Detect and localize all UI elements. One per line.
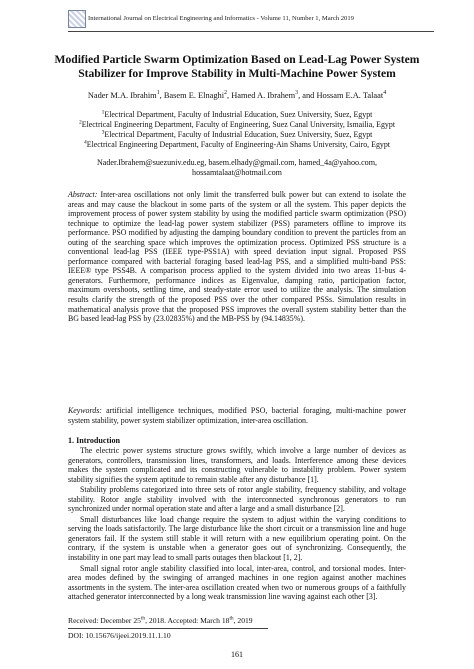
- author-mark: 3: [295, 90, 299, 97]
- section-heading: 1. Introduction: [68, 436, 121, 445]
- affiliation: $^3$Electrical Department, Faculty of Industrial Education, Suez University, Suez, Egypt: [101, 129, 373, 139]
- paragraph: Stability problems categorized into three sets of rotor angle stability, frequency stability, and voltage stability. Rotor angle stability involved with the interconnected synchronous generators to run synchronized under normal operation state and after a large and a small disturbance [2].: [68, 485, 406, 514]
- page-number: 161: [231, 650, 243, 659]
- author-name: Basem E. Elnaghi: [163, 91, 225, 100]
- author-mark: 2: [224, 90, 228, 97]
- paragraph: Small signal rotor angle stability classified into local, inter-area, control, and torsional modes. Inter-area modes defined by the swinging of arranged machines in one region against another machines assortments in the system. The inter-area oscillation created when two or numerous groups of a faithfully attached generator interconnected by a long weak transmission line waving against each other [3].: [68, 563, 406, 602]
- affiliation: $^2$Electrical Engineering Department, Faculty of Engineering, Suez Canal University, Ismailia, Egypt: [78, 119, 396, 129]
- header-rule: [68, 31, 434, 32]
- abstract: [68, 190, 406, 324]
- author-name: Hamed A. Ibrahem: [231, 91, 296, 100]
- paragraph: Small disturbances like load change require the system to adjust within the varying conditions to serving the loads satisfactorily. The large disturbance like the short circuit or a transmission line and huge generators fail. If the system still stable it will return with a new equilibrium operating point. On the contrary, if the system is unstable when a generator goes out of synchronizing. Consequently, the instability in one part may lead to small parts outages then blackout [1, 2].: [68, 514, 406, 563]
- author-mark: 1: [156, 90, 160, 97]
- title-line: Modified Particle Swarm Optimization Based on Lead-Lag Power System: [54, 53, 420, 66]
- email-line: Nader.Ibrahem@suezuniv.edu.eg, basem.elhady@gmail.com, hamed_4a@yahoo.com,: [96, 158, 378, 167]
- author-name: Hossam E.A. Talaat: [316, 91, 384, 100]
- received-accepted: Received: December 25th, 2018. Accepted: March 18th, 2019: [68, 615, 253, 625]
- title-line: Stabilizer for Improve Stability in Multi-Machine Power System: [78, 67, 396, 80]
- paper-title: [50, 53, 424, 81]
- author-list: Nader M.A. Ibrahim$^1$, Basem E. Elnaghi$^2$, Hamed A. Ibrahem$^3$, and Hossam E.A. Talaat$^4$: [87, 90, 387, 100]
- keywords: [68, 406, 406, 425]
- affiliation: $^4$Electrical Engineering Department, Faculty of Engineering-Ain Shams University, Cairo, Egypt: [84, 139, 390, 149]
- author-name: Nader M.A. Ibrahim: [87, 91, 157, 100]
- keywords-text: artificial intelligence techniques, modified PSO, bacterial foraging, multi-machine power system stability, power system stabilizer optimization, inter-area oscillation.: [68, 406, 406, 425]
- author-mark: 4: [383, 90, 387, 97]
- keywords-label: Keywords:: [68, 406, 102, 415]
- doi: DOI: 10.15676/ijeei.2019.11.1.10: [68, 631, 171, 640]
- paragraph: The electric power systems structure grows swiftly, which involve a large number of devices as generators, controllers, transmission lines, transformers, and loads. Interference among these devices makes the system complicated and its constructing vulnerable to instability problem. Power system stability signifies the system aptitude to remain stable after any disturbance [1].: [68, 446, 406, 484]
- journal-logo-icon: [68, 10, 86, 28]
- journal-header: [68, 10, 434, 30]
- email-line: hossamtalaat@hotmail.com: [192, 168, 282, 177]
- abstract-text: Inter-area oscillations not only limit the transferred bulk power but can extend to isolate the areas and may cause the blackout in some parts of the system or all the system. This paper depicts the improvement process of power system stability by using the modified particle swarm optimization (PSO) technique to optimize the lead-lag power system stabilizer (PSS) parameters offline to improve its performance. PSO modified by adjusting the damping boundary condition to prevent the particles from an outing of the searching space which improves the optimization process. Optimized PSS structure is a conventional lead-lag PSS (IEEE type-PSS1A) with speed deviation input signal. Proposed PSS performance compared with bacterial foraging based lead-lag PSS, and a simplified multi-band PSS: IEEE® type PSS4B. A comparison process applied to the system divided into two areas 11-bus 4-generators. Furthermore, performance indices as Eigenvalue, damping ratio, participation factor, maximum overshoots, settling time, and steady-state error used to utilize the analysis. The simulation results clarify the strength of the proposed PSS over the other compared PSSs. Simulation results in mathematical analysis prove that the proposed PSS improves the overall system stability better than the BG based lead-lag PSS by (23.02835%) and the MB-PSS by (94.14835%).: [68, 190, 406, 324]
- journal-line: International Journal on Electrical Engineering and Informatics - Volume 11, Number 1, March 2019: [88, 15, 354, 22]
- author-emails: [50, 158, 424, 178]
- affiliation: $^1$Electrical Department, Faculty of Industrial Education, Suez University, Suez, Egypt: [101, 109, 373, 119]
- footer-rule: [68, 628, 268, 629]
- introduction-body: [68, 446, 406, 603]
- affiliation-list: [50, 110, 424, 150]
- abstract-label: Abstract:: [68, 190, 98, 199]
